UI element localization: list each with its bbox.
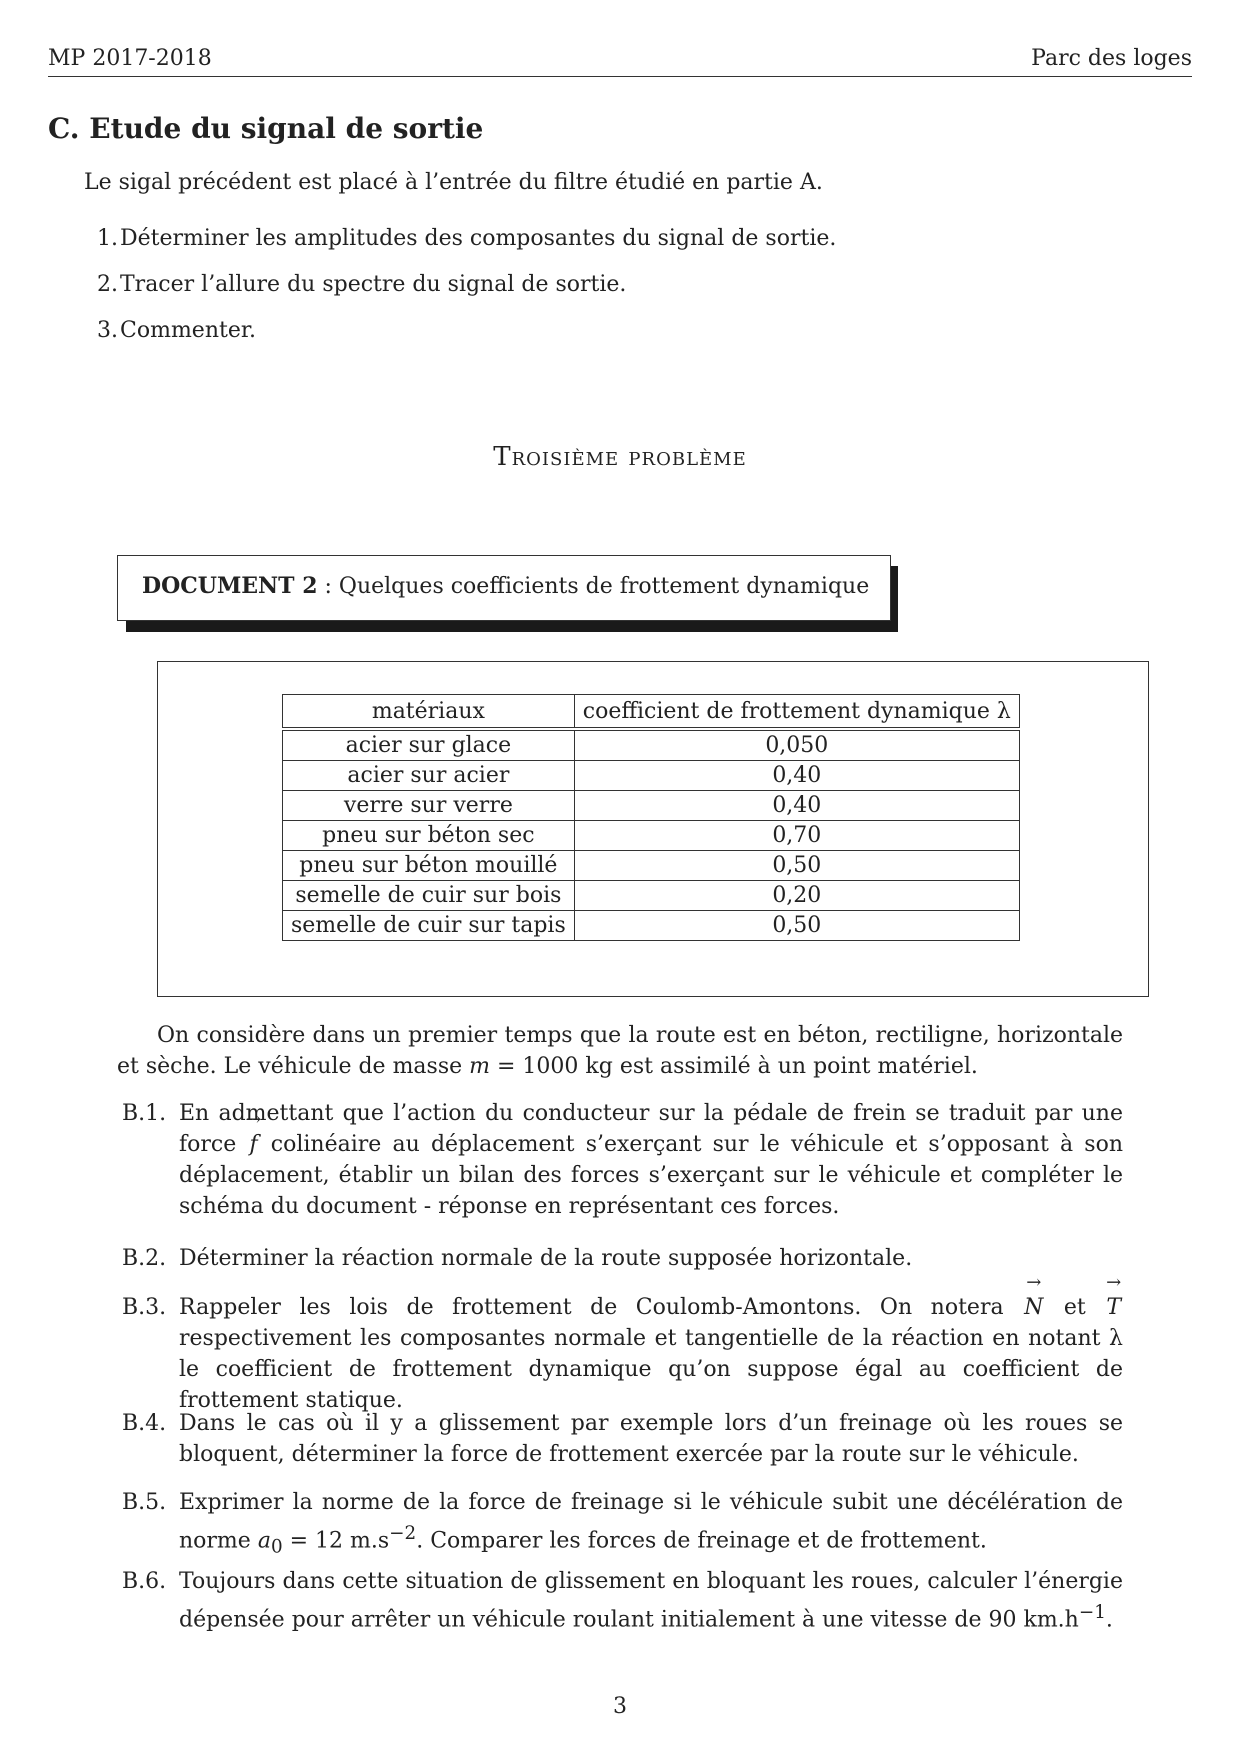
intro-text-1: On considère dans un premier temps que la route est en béton, rectiligne, horizontale et sèche. Le véhicule de masse [117, 1023, 1123, 1079]
question-text: respectivement les composantes normale et tangentielle de la réaction en notant λ le coefficient de frottement dynamique qu’on suppose égal au coefficient de frottement statique. [179, 1326, 1123, 1413]
accel-subscript: 0 [270, 1536, 283, 1558]
accel-variable: a [257, 1528, 271, 1554]
question-text: . Comparer les forces de freinage et de frottement. [416, 1528, 987, 1554]
question-body: Déterminer la réaction normale de la route supposée horizontale. [179, 1246, 913, 1271]
cell-material: semelle de cuir sur bois [283, 881, 575, 911]
cell-coefficient: 0,40 [574, 791, 1019, 821]
unit-exponent: −1 [1078, 1602, 1106, 1623]
question-label: B.6. [122, 1569, 167, 1594]
table-row [283, 821, 1020, 851]
cell-material: acier sur glace [283, 729, 575, 761]
column-header-coefficient: coefficient de frottement dynamique λ [574, 695, 1019, 730]
table-header-row [283, 695, 1020, 730]
page-number: 3 [613, 1694, 627, 1719]
document-2-heading [142, 573, 869, 599]
cell-material: acier sur acier [283, 761, 575, 791]
mass-variable: m [469, 1054, 491, 1079]
question-text: Rappeler les lois de frottement de Coulomb-Amontons. On notera [179, 1295, 1023, 1320]
problem-title: Troisième problème [493, 442, 747, 472]
question-body [179, 1292, 1123, 1416]
table-row [283, 851, 1020, 881]
column-header-materials: matériaux [283, 695, 575, 730]
question-text: = 12 m.s [282, 1528, 390, 1554]
document-2-box [117, 555, 891, 621]
cell-coefficient: 0,50 [574, 911, 1019, 941]
cell-coefficient: 0,70 [574, 821, 1019, 851]
header-course: MP 2017-2018 [48, 46, 212, 71]
page-header [48, 44, 1192, 77]
intro-text-2: = 1000 kg est assimilé à un point matériel. [490, 1054, 978, 1079]
unit-exponent: −2 [389, 1523, 417, 1544]
cell-coefficient: 0,40 [574, 761, 1019, 791]
question-text: Toujours dans cette situation de glissement en bloquant les roues, calculer l’énergie dépensée pour arrêter un véhicule roulant initialement à une vitesse de 90 km.h [179, 1569, 1123, 1633]
document-2-caption: Quelques coefficients de frottement dynamique [338, 574, 870, 599]
vector-t: → T [1104, 1292, 1123, 1323]
cell-coefficient: 0,50 [574, 851, 1019, 881]
section-c-title: C. Etude du signal de sortie [48, 112, 484, 145]
question-label: B.2. [122, 1246, 167, 1271]
question-label: B.4. [122, 1411, 167, 1436]
cell-material: semelle de cuir sur tapis [283, 911, 575, 941]
question-number: 2. [97, 272, 118, 297]
question-text: Déterminer les amplitudes des composantes du signal de sortie. [120, 226, 837, 251]
question-body [179, 1487, 1123, 1563]
table-row [283, 881, 1020, 911]
cell-material: pneu sur béton mouillé [283, 851, 575, 881]
document-2-separator: : [317, 574, 339, 599]
question-text: Exprimer la norme de la force de freinage si le véhicule subit une décélération de norme [179, 1490, 1123, 1554]
document-2-label: DOCUMENT 2 [142, 573, 318, 599]
cell-material: verre sur verre [283, 791, 575, 821]
table-row [283, 911, 1020, 941]
question-text: En admettant que l’action du conducteur sur la pédale de frein se traduit par une force [179, 1101, 1123, 1157]
question-number: 3. [97, 318, 118, 343]
question-label: B.3. [122, 1295, 167, 1320]
table-row [283, 761, 1020, 791]
header-school: Parc des loges [1031, 46, 1192, 71]
table-row [283, 729, 1020, 761]
question-body: Dans le cas où il y a glissement par exemple lors d’un freinage où les roues se bloquent, déterminer la force de frottement exercée par la route sur le véhicule. [179, 1411, 1123, 1467]
cell-coefficient: 0,050 [574, 729, 1019, 761]
question-text: colinéaire au déplacement s’exerçant sur le véhicule et s’opposant à son déplacement, établir un bilan des forces s’exerçant sur le véhicule et compléter le schéma du document - réponse en représentant ces forces. [179, 1132, 1123, 1219]
vector-n: → N [1022, 1292, 1045, 1323]
section-c-intro: Le sigal précédent est placé à l’entrée du filtre étudié en partie A. [84, 170, 823, 195]
question-body [179, 1566, 1123, 1635]
table-row [283, 791, 1020, 821]
question-text: Tracer l’allure du spectre du signal de sortie. [120, 272, 627, 297]
vector-f: → f [247, 1129, 259, 1160]
friction-table [282, 694, 1020, 941]
question-text: . [1105, 1607, 1113, 1633]
cell-material: pneu sur béton sec [283, 821, 575, 851]
question-text: et [1045, 1295, 1105, 1320]
question-text: Commenter. [120, 318, 256, 343]
cell-coefficient: 0,20 [574, 881, 1019, 911]
question-label: B.1. [122, 1101, 167, 1126]
intro-paragraph [117, 1020, 1123, 1082]
question-number: 1. [97, 226, 118, 251]
question-body [179, 1098, 1123, 1222]
question-label: B.5. [122, 1490, 167, 1515]
